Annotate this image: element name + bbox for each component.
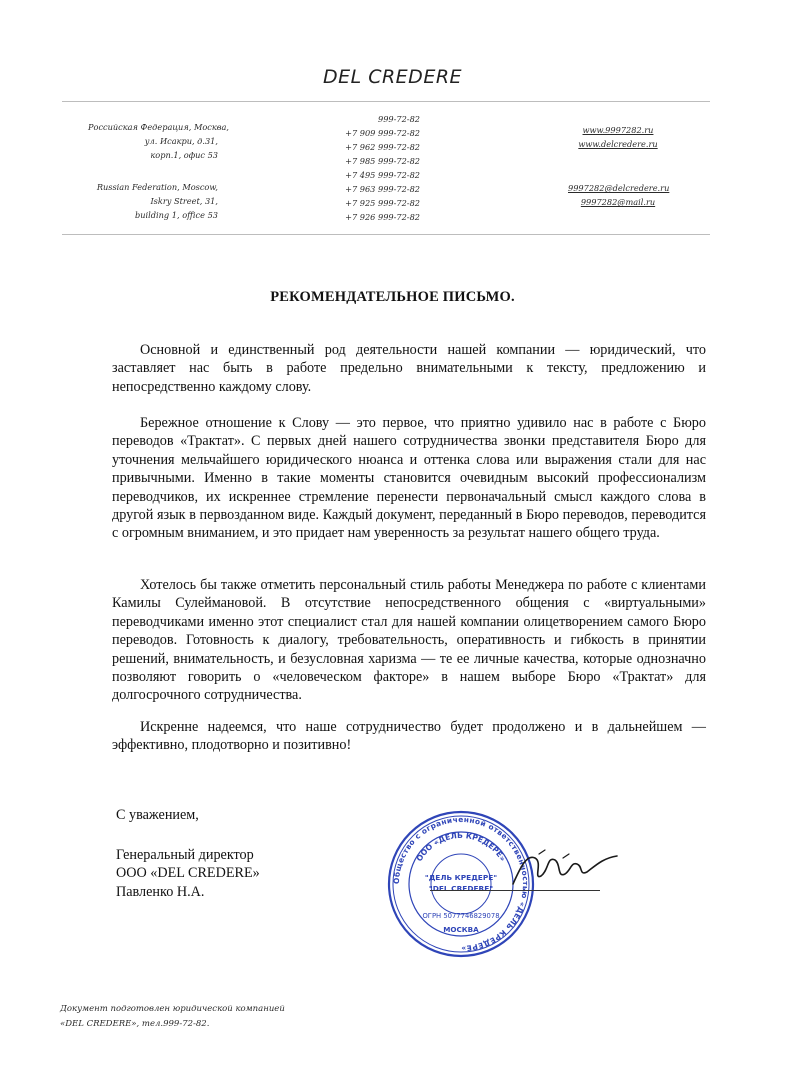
address-ru-line: ул. Исакри, д.31, <box>144 136 218 146</box>
body-paragraph: Бережное отношение к Слову — это первое, что приятно удивило нас в работе с Бюро переводов «Трактат». С первых дней нашего сотрудничества звонки представителя Бюро для уточнения мельчайшего юридического нюанса и оттенка слова или выражения стали для нас привычными. Именно в такие моменты становится очевидным высокий профессионализм переводчиков, их искреннее стремление перенести первоначальный смысл каждого слова в другой язык в первозданном виде. Каждый документ, переданный в Бюро переводов, переводится с огромным вниманием, и это придает нам уверенность за результат нашего общего труда. <box>112 415 706 542</box>
website-list <box>568 123 668 151</box>
email-link[interactable]: 9997282@delcredere.ru <box>568 183 670 193</box>
address-russian <box>88 120 229 162</box>
address-en-line: Russian Federation, Moscow, <box>96 182 218 192</box>
handwritten-signature <box>505 836 625 896</box>
seal-city: МОСКВА <box>443 925 479 934</box>
body-paragraph: Хотелось бы также отметить персональный стиль работы Менеджера по работе с клиентами Камилы Сулеймановой. В отсутствие непосредственного общения с «виртуальными» переводчиками именно этот специалист стал для нашей компании олицетворением самого Бюро переводов. Готовность к диалогу, требовательность, оперативность и гибкость в принятии решений, внимательность, и безусловная харизма — те ее личные качества, которые однозначно позволяют говорить о «человеческом факторе» в нашем выборе Бюро «Трактат» для долгосрочного сотрудничества. <box>112 577 706 704</box>
address-ru-line: корп.1, офис 53 <box>150 150 218 160</box>
phone-number: +7 925 999-72-82 <box>345 198 420 208</box>
address-en-line: building 1, office 53 <box>135 210 218 220</box>
signatory-name: Павленко Н.А. <box>116 883 205 900</box>
signatory-company: ООО «DEL CREDERE» <box>116 865 260 882</box>
header-divider-bottom <box>62 234 710 235</box>
phone-number: +7 495 999-72-82 <box>345 170 420 180</box>
phone-number: +7 909 999-72-82 <box>345 128 420 138</box>
signatory-block <box>116 846 260 901</box>
phone-number: 999-72-82 <box>378 114 420 124</box>
signatory-position: Генеральный директор <box>116 847 254 863</box>
phone-list <box>338 112 420 224</box>
seal-center-ru: "ДЕЛЬ КРЕДЕРЕ" <box>424 873 498 882</box>
header-divider-top <box>62 101 710 102</box>
body-paragraph: Искренне надеемся, что наше сотрудничество будет продолжено и в дальнейшем — эффективно, плодотворно и позитивно! <box>112 719 706 754</box>
address-english <box>88 180 218 222</box>
svg-text:ООО «ДЕЛЬ КРЕДЕРЕ» <box>415 831 508 863</box>
company-logo: DEL CREDERE <box>322 66 463 88</box>
email-list <box>568 181 668 209</box>
seal-outer-text: Общество с ограниченной ответственностью «ДЕЛЬ КРЕДЕРЕ» <box>391 814 531 954</box>
letter-title: РЕКОМЕНДАТЕЛЬНОЕ ПИСЬМО. <box>270 289 515 305</box>
address-en-line: Iskry Street, 31, <box>150 196 218 206</box>
closing-regards: С уважением, <box>116 807 199 823</box>
seal-center-en: "DEL CREDERE" <box>428 884 494 893</box>
address-ru-line: Российская Федерация, Москва, <box>88 122 229 132</box>
phone-number: +7 926 999-72-82 <box>345 212 420 222</box>
website-link[interactable]: www.9997282.ru <box>582 125 654 135</box>
document-footer <box>60 1002 285 1032</box>
seal-ogrn: ОГРН 5077746829078 <box>422 912 500 920</box>
email-link[interactable]: 9997282@mail.ru <box>580 197 656 207</box>
seal-inner-top-text: ООО «ДЕЛЬ КРЕДЕРЕ» <box>414 830 508 863</box>
footer-line: Документ подготовлен юридической компанией <box>60 1004 285 1014</box>
phone-number: +7 985 999-72-82 <box>345 156 420 166</box>
footer-line: «DEL CREDERE», тел.999-72-82. <box>60 1019 210 1029</box>
phone-number: +7 962 999-72-82 <box>345 142 420 152</box>
phone-number: +7 963 999-72-82 <box>345 184 420 194</box>
body-paragraph: Основной и единственный род деятельности нашей компании — юридический, что заставляет нас быть в работе предельно внимательными к тексту, предложению и непосредственно каждому слову. <box>112 342 706 395</box>
website-link[interactable]: www.delcredere.ru <box>578 139 658 149</box>
